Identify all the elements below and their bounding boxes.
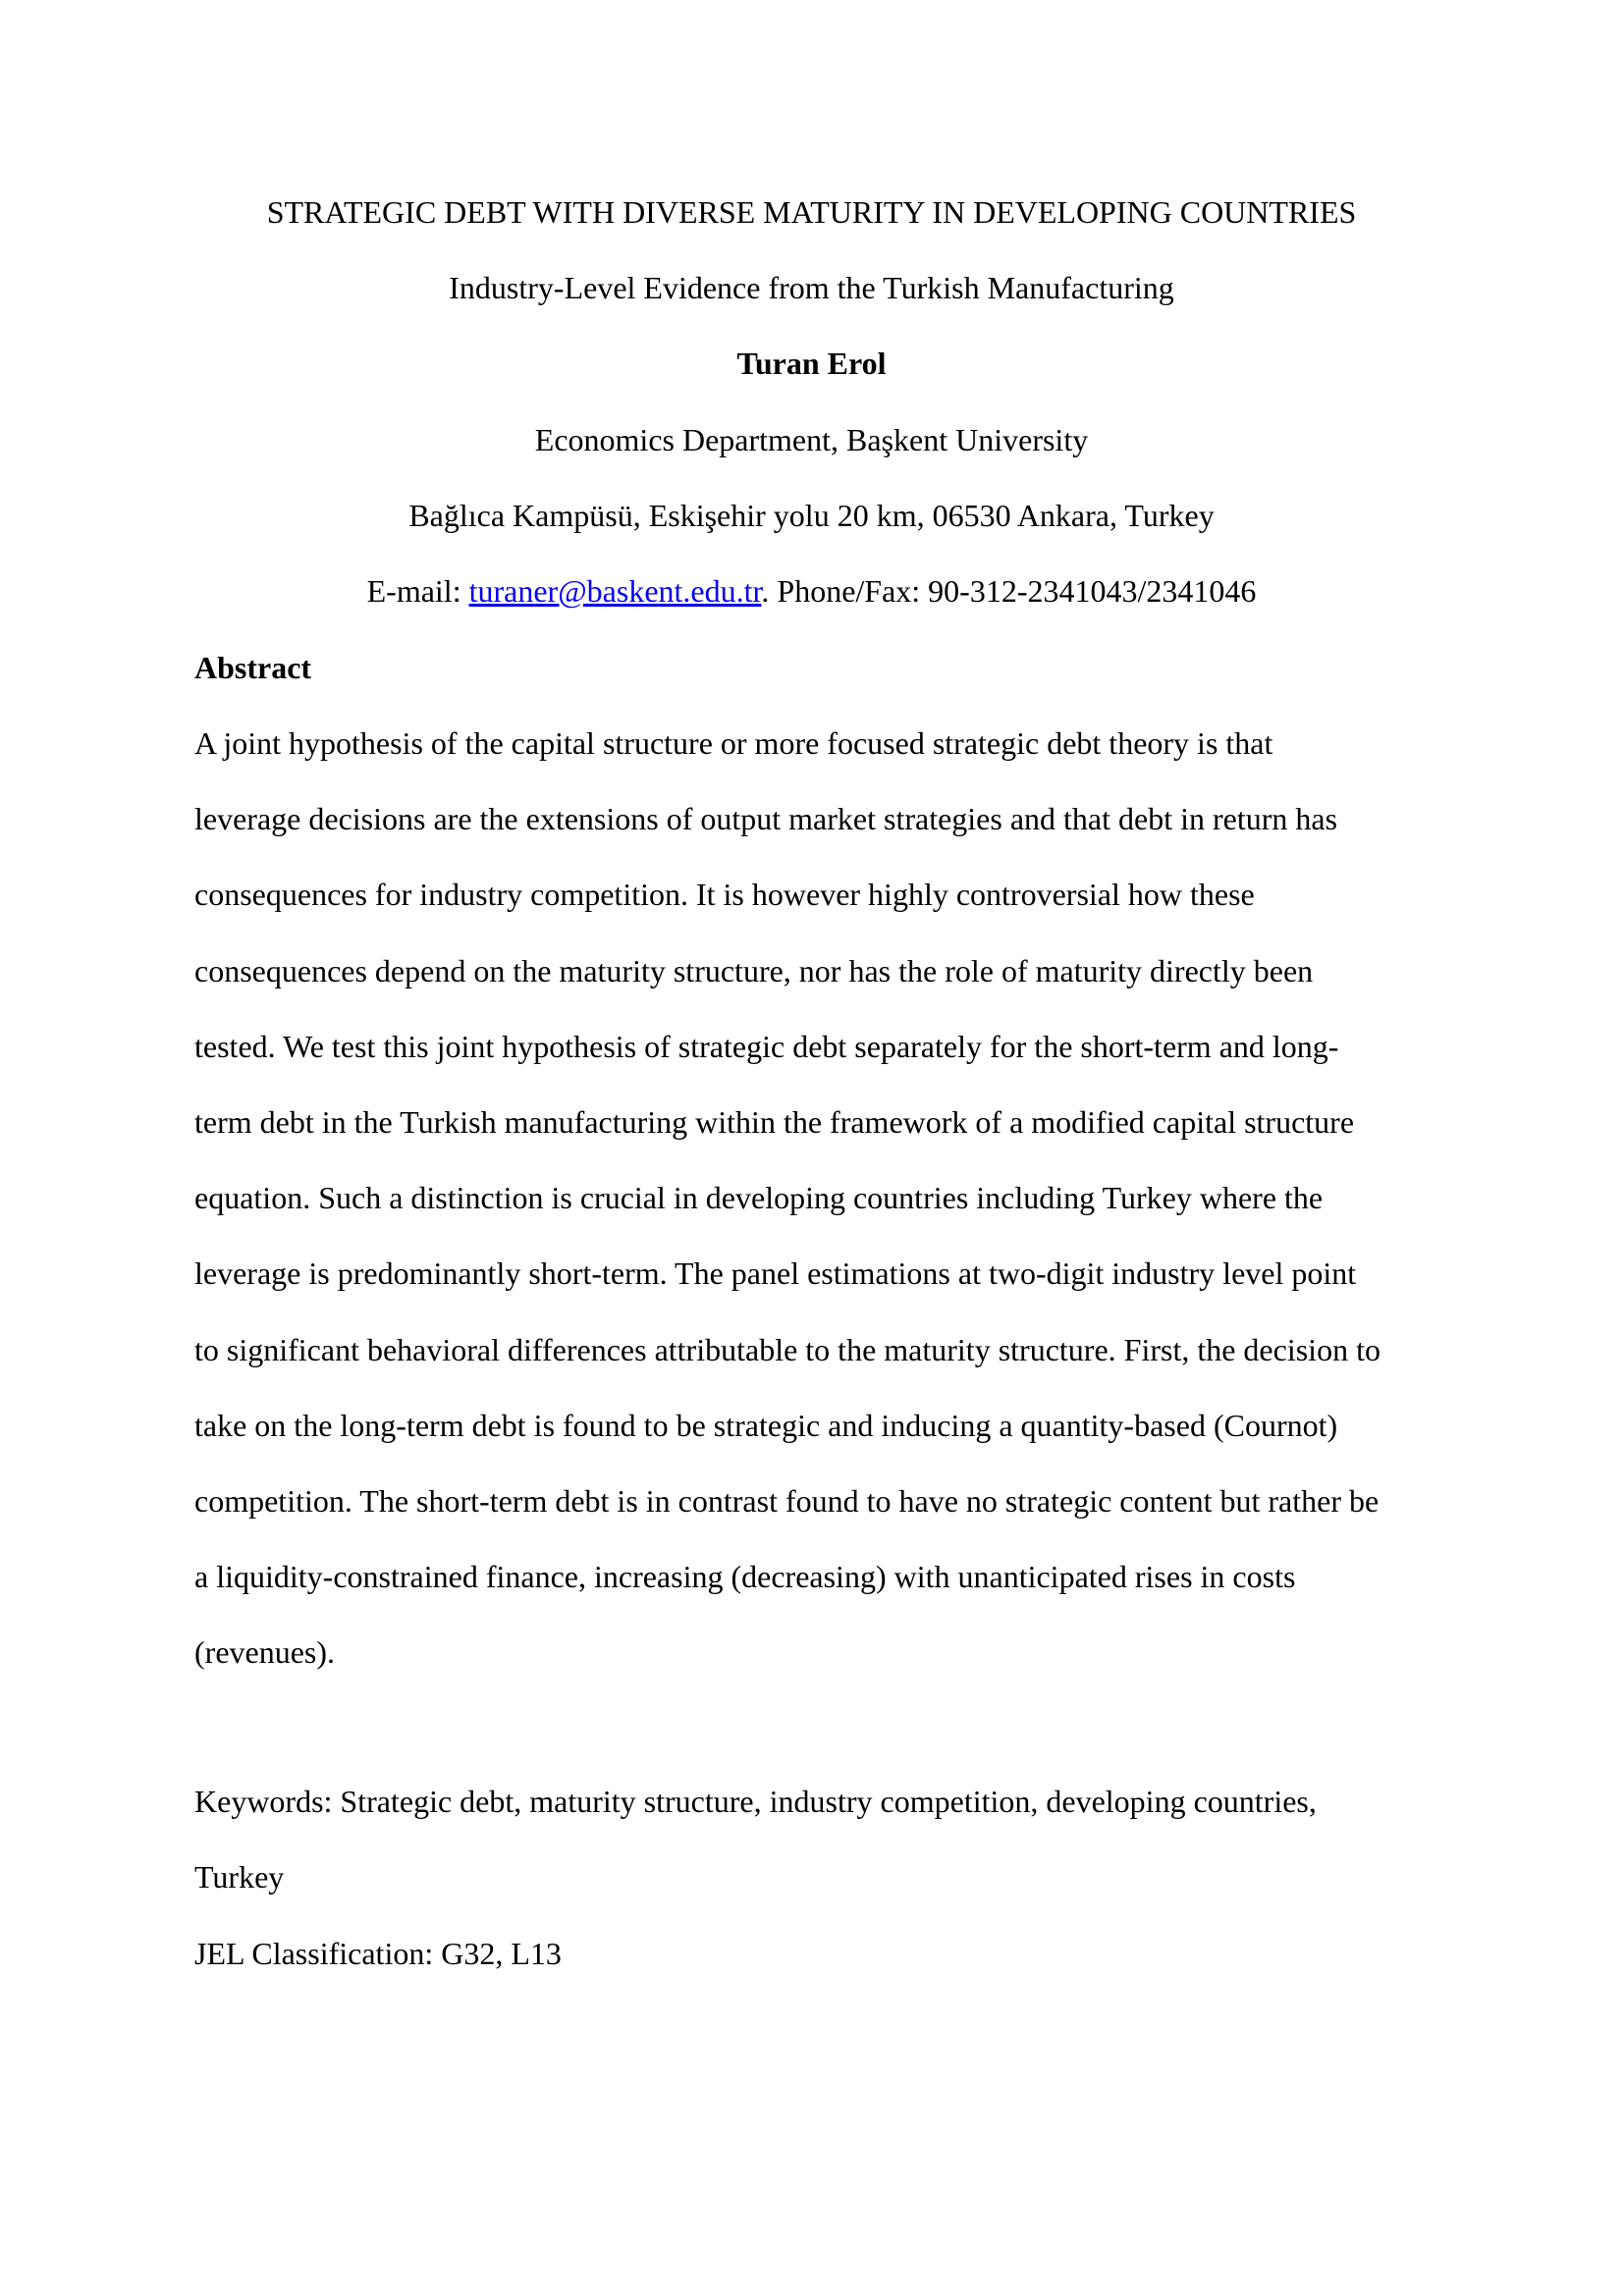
abstract-line: (revenues). [194, 1634, 336, 1671]
keywords-section [194, 1782, 1471, 1933]
keywords-line: Keywords: Strategic debt, maturity structure, industry competition, developing countries, [194, 1784, 1317, 1819]
abstract-line: to significant behavioral differences attributable to the maturity structure. First, the decision to [194, 1331, 1380, 1367]
email-label: E-mail: [366, 573, 469, 609]
paper-subtitle: Industry-Level Evidence from the Turkish Manufacturing [449, 270, 1174, 305]
author-contact [0, 571, 1623, 611]
author-name: Turan Erol [736, 346, 887, 381]
keywords-line: Turkey [194, 1859, 285, 1896]
phone-fax-text: . Phone/Fax: 90-312-2341043/2341046 [761, 573, 1257, 609]
abstract-line: consequences for industry competition. It is however highly controversial how these [194, 877, 1255, 913]
abstract-line: equation. Such a distinction is crucial in developing countries including Turkey where the [194, 1180, 1324, 1216]
abstract-line: A joint hypothesis of the capital structure or more focused strategic debt theory is that [194, 725, 1273, 761]
paper-title: STRATEGIC DEBT WITH DIVERSE MATURITY IN DEVELOPING COUNTRIES [266, 194, 1357, 230]
author-address: Bağlıca Kampüsü, Eskişehir yolu 20 km, 06530 Ankara, Turkey [408, 498, 1215, 533]
abstract-heading: Abstract [194, 650, 312, 685]
abstract-body [194, 723, 1471, 1708]
abstract-line: leverage decisions are the extensions of output market strategies and that debt in return has [194, 801, 1338, 837]
author-affiliation: Economics Department, Başkent University [534, 422, 1089, 457]
abstract-line: take on the long-term debt is found to be strategic and inducing a quantity-based (Cournot) [194, 1407, 1338, 1443]
jel-classification: JEL Classification: G32, L13 [194, 1936, 562, 1971]
abstract-line: term debt in the Turkish manufacturing within the framework of a modified capital structure [194, 1103, 1355, 1140]
abstract-line: tested. We test this joint hypothesis of strategic debt separately for the short-term and long- [194, 1028, 1339, 1064]
email-link[interactable]: turaner@baskent.edu.tr [468, 573, 762, 609]
abstract-line: a liquidity-constrained finance, increasing (decreasing) with unanticipated rises in costs [194, 1559, 1296, 1595]
abstract-line: leverage is predominantly short-term. The panel estimations at two-digit industry level point [194, 1255, 1357, 1292]
abstract-line: competition. The short-term debt is in contrast found to have no strategic content but rather be [194, 1482, 1380, 1519]
abstract-line: consequences depend on the maturity structure, nor has the role of maturity directly been [194, 952, 1314, 988]
